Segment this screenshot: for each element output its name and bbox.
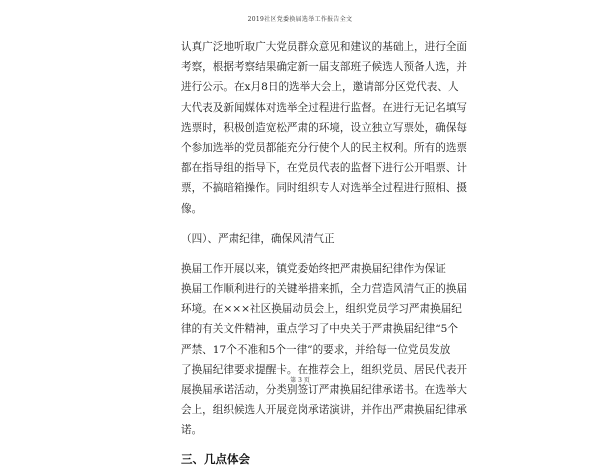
document-body <box>181 37 468 469</box>
text-line: 律的有关文件精神，重点学习了中央关于严肃换届纪律“5个 <box>181 323 458 336</box>
paragraph-discipline <box>181 259 468 441</box>
text-line: 诺。 <box>181 424 203 437</box>
text-line: 像。 <box>181 202 203 215</box>
text-line: 严禁、17个不准和5个一律”的要求，并给每一位党员发放 <box>181 343 451 356</box>
text-line: 换届工作开展以来，镇党委始终把严肃换届纪律作为保证 <box>181 262 446 275</box>
text-line: 个参加选举的党员都能充分行使个人的民主权利。所有的选票 <box>181 141 468 154</box>
text-line: 都在指导组的指导下，在党员代表的监督下进行公开唱票、计 <box>181 162 468 175</box>
section-title: 三、几点体会 <box>181 451 250 466</box>
text-line: 大代表及新闻媒体对选举全过程进行监督。在进行无记名填写 <box>181 101 468 114</box>
page-number: 第 3 页 <box>290 377 310 384</box>
paragraph-election-process <box>181 37 468 219</box>
paragraph-gap <box>181 219 421 229</box>
page-header: 2019社区党委换届选举工作报告全文 <box>247 16 353 23</box>
text-line: 展换届承诺活动，分类别签订严肃换届纪律承诺书。在选举大 <box>181 384 468 396</box>
text-line: 选票时，积极创造宽松严肃的环境，设立独立写票处，确保每 <box>181 121 468 134</box>
text-line: 会上，组织候选人开展竞岗承诺演讲，并作出严肃换届纪律承 <box>181 404 468 417</box>
paragraph-gap <box>181 249 421 259</box>
text-line: 环境。在×××社区换届动员会上，组织党员学习严肃换届纪 <box>181 303 462 316</box>
text-line: 换届工作顺利进行的关键举措来抓，全力营造风清气正的换届 <box>181 283 468 296</box>
subheading: （四）、严肃纪律，确保风清气正 <box>181 232 335 245</box>
text-line: 进行公示。在x月8日的选举大会上，邀请部分区党代表、人 <box>181 81 459 94</box>
text-line: 票，不搞暗箱操作。同时组织专人对选举全过程进行照相、摄 <box>181 182 468 195</box>
text-line: 考察，根据考察结果确定新一届支部班子候选人预备人选，并 <box>181 61 468 74</box>
text-line: 认真广泛地听取广大党员群众意见和建议的基础上，进行全面 <box>181 41 468 53</box>
text-line: 了换届纪律要求提醒卡。在推荐会上，组织党员、居民代表开 <box>181 363 468 376</box>
